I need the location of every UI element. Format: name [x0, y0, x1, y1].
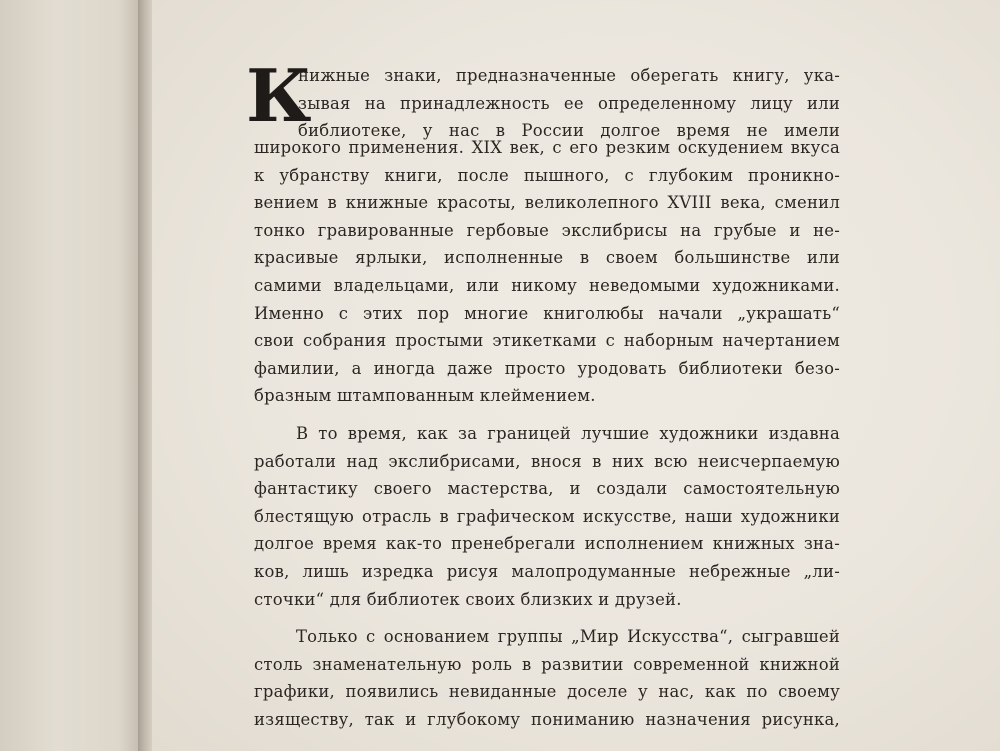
text-line: тонко гравированные гербовые экслибрисы на грубые и не-	[254, 220, 840, 240]
paragraph-1-opening	[246, 52, 840, 141]
text-line: изяществу, так и глубокому пониманию назначения рисунка,	[254, 709, 840, 729]
text-line: графики, появились невиданные доселе у нас, как по своему	[254, 682, 840, 702]
drop-cap: К	[246, 53, 312, 138]
page-text	[246, 52, 840, 733]
text-line: Только с основанием группы „Мир Искусства“, сыгравшей	[296, 627, 840, 647]
text-line: к убранству книги, после пышного, с глубоким проникно-	[254, 165, 840, 185]
text-line: бразным штампованным клеймением.	[254, 386, 596, 406]
text-line: нижные знаки, предназначенные оберегать книгу, ука-	[298, 66, 840, 85]
left-page	[0, 0, 140, 751]
text-line: Именно с этих пор многие книголюбы начали „украшать“	[254, 303, 840, 323]
book-gutter	[138, 0, 152, 751]
text-line: фамилии, а иногда даже просто уродовать библиотеки безо-	[254, 358, 840, 378]
text-line: вением в книжные красоты, великолепного XVIII века, сменил	[254, 193, 840, 213]
text-line: красивые ярлыки, исполненные в своем большинстве или	[254, 248, 840, 268]
text-line: зывая на принадлежность ее определенному лицу или	[298, 93, 840, 113]
text-line: самими владельцами, или никому неведомыми художниками.	[254, 275, 840, 295]
text-line: широкого применения. XIX век, с его резким оскудением вкуса	[254, 138, 840, 157]
text-line: фантастику своего мастерства, и создали самостоятельную	[254, 479, 840, 499]
text-line: работали над экслибрисами, внося в них всю неисчерпаемую	[254, 451, 840, 471]
text-line: долгое время как-то пренебрегали исполнением книжных зна-	[254, 534, 840, 554]
paragraph-2	[254, 420, 840, 613]
text-line: сточки“ для библиотек своих близких и друзей.	[254, 589, 682, 609]
paragraph-3	[254, 623, 840, 733]
paragraph-gap	[254, 613, 840, 623]
text-line: столь знаменательную роль в развитии современной книжной	[254, 654, 840, 674]
paragraph-1	[254, 134, 840, 410]
text-line: библиотеке, у нас в России долгое время не имели	[298, 121, 840, 141]
drop-cap-lines	[298, 62, 840, 145]
text-line: ков, лишь изредка рисуя малопродуманные небрежные „ли-	[254, 561, 840, 581]
text-line: блестящую отрасль в графическом искусстве, наши художники	[254, 506, 840, 526]
text-line: В то время, как за границей лучшие художники издавна	[296, 423, 840, 443]
text-line: свои собрания простыми этикетками с наборным начертанием	[254, 331, 840, 351]
paragraph-gap	[254, 410, 840, 420]
